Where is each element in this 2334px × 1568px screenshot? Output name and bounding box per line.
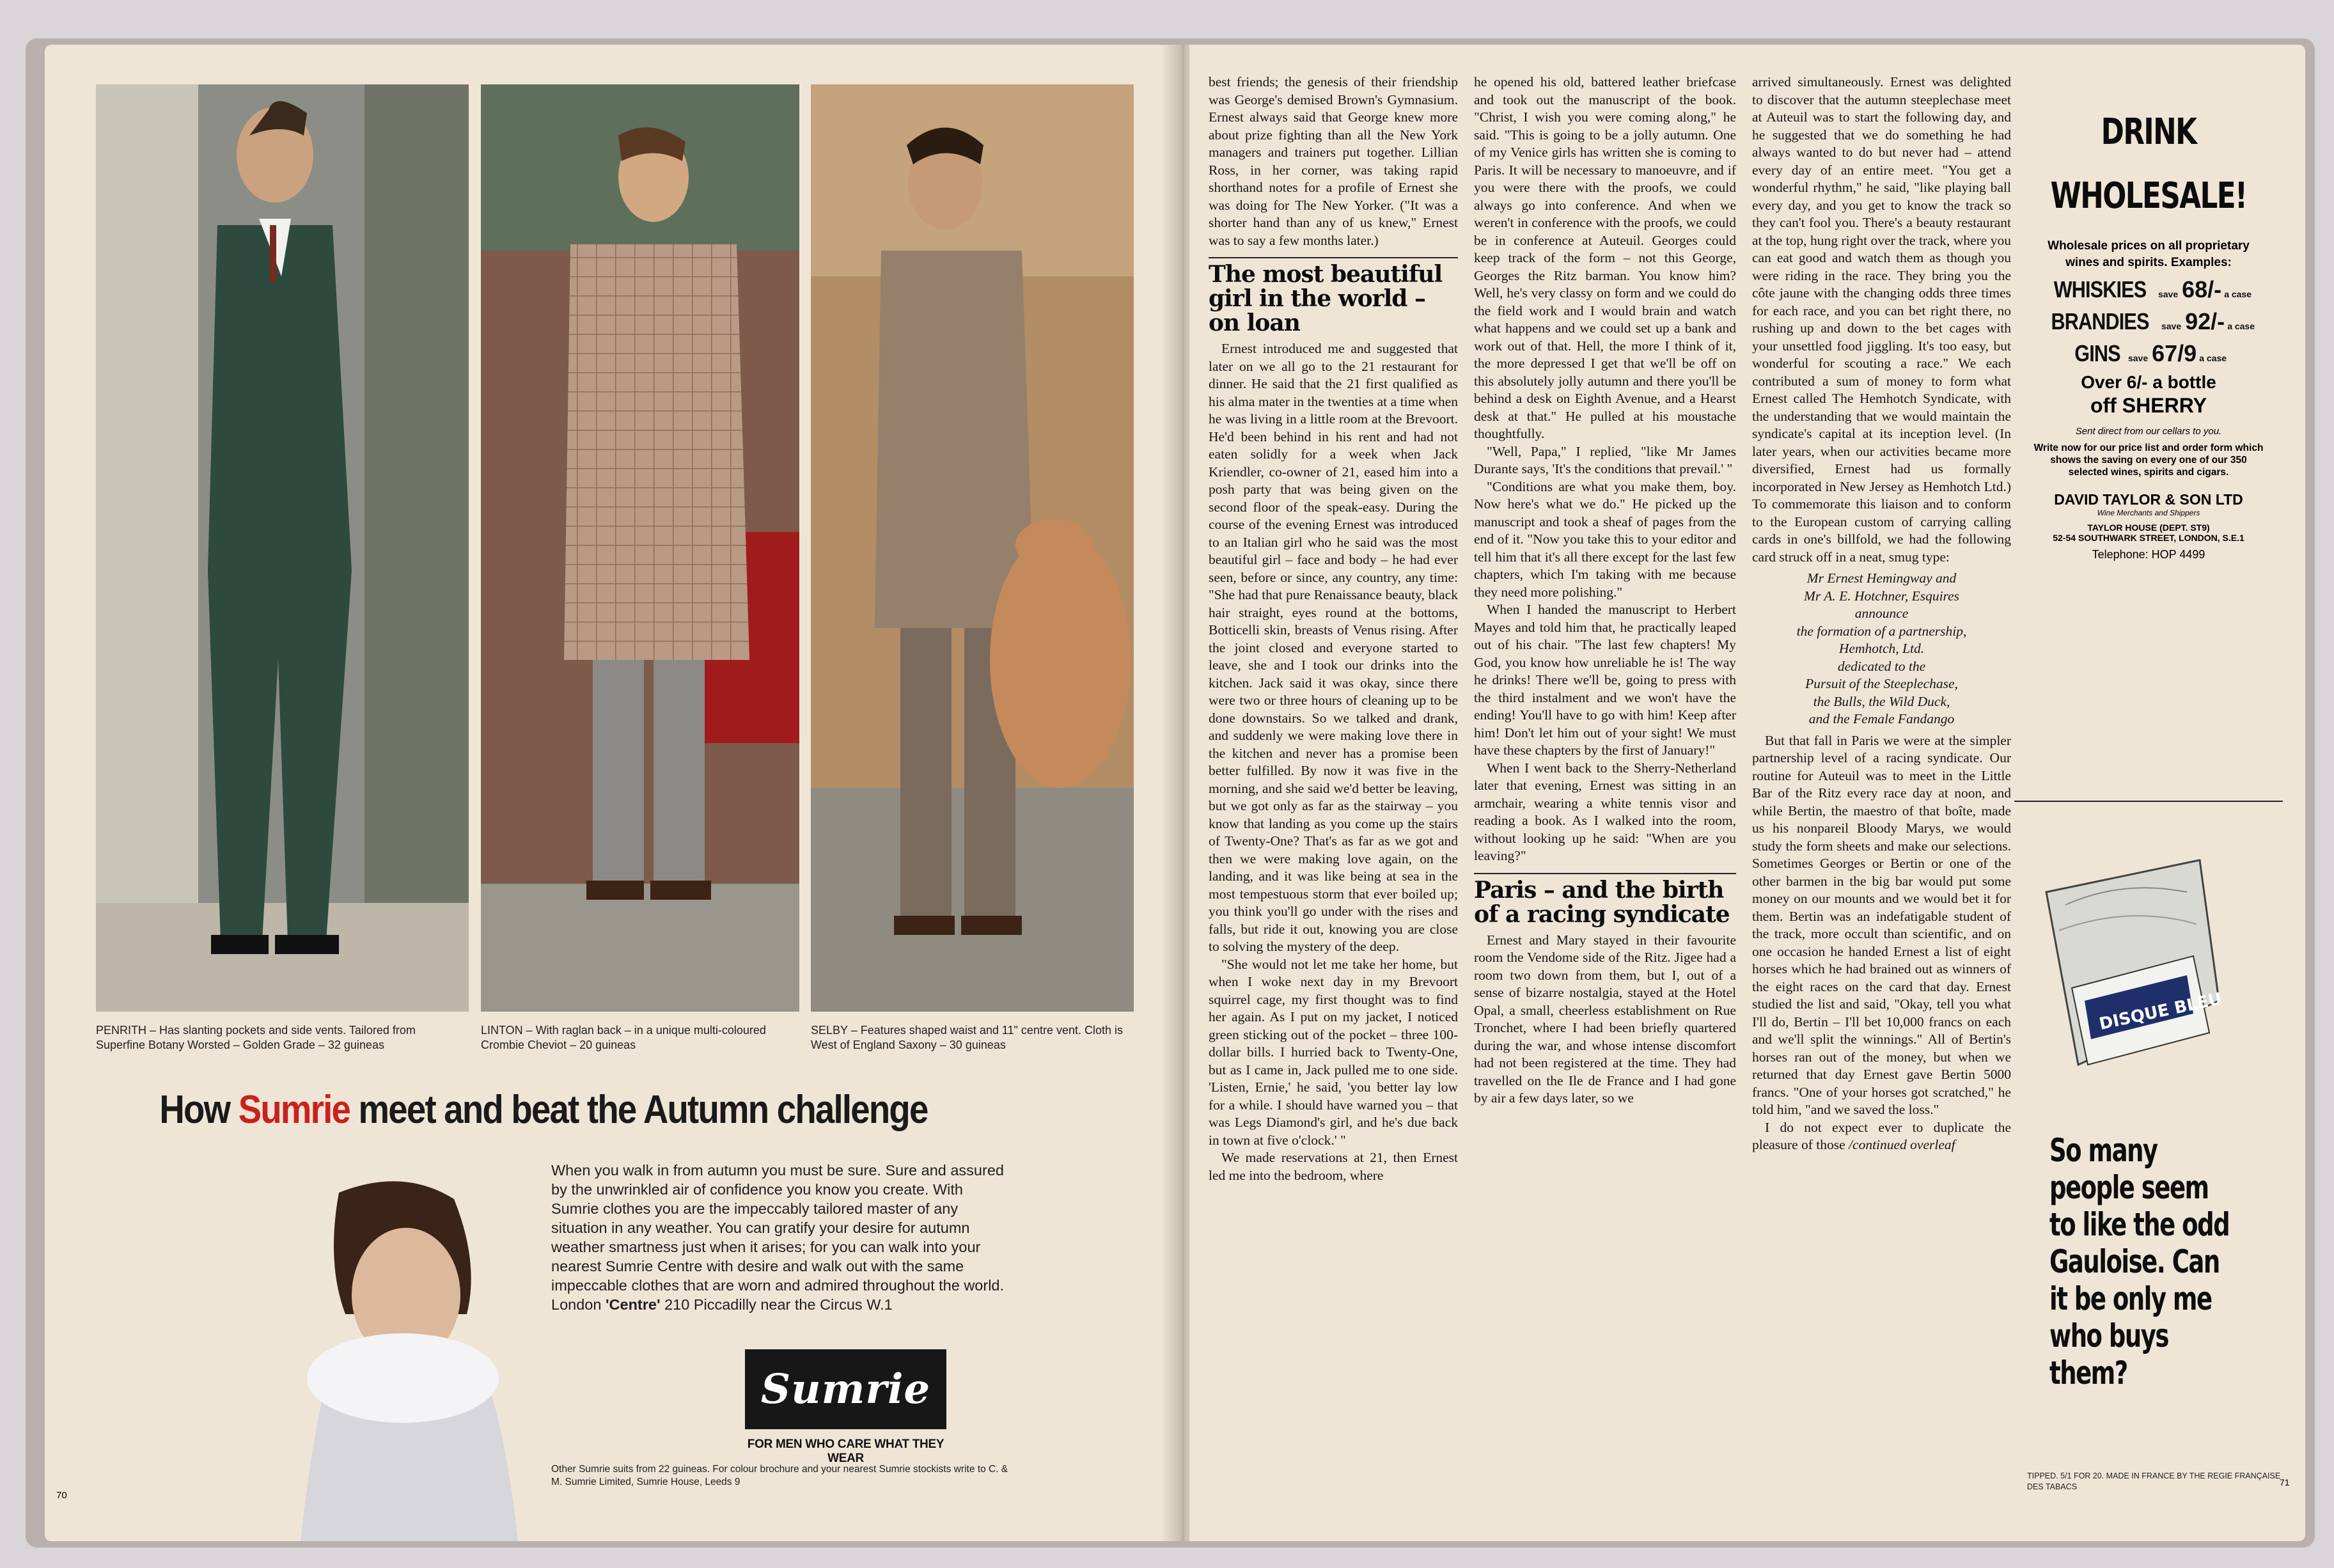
article-paragraph: Ernest introduced me and suggested that later on we all go to the 21 restaurant for dinner. He said that the 21 first qualified as his alma mater in the twenties at a time when he was living in a little room at the Brevoort. He'd been behind in his rent and had not eaten solidly for a week when Jack Kriendler, co-owner of 21, eased him into a posh party that was being given on the second floor of the speak-easy. During the course of the evening Ernest was introduced to an Italian girl who he said was the most beautiful girl – face and body – he had ever seen, before or since, any country, any time: "She had that pure Renaissance beauty, black hair straight, eyes round at the bottoms, Botticelli skin, breasts of Venus rising. After the joint closed and everyone started to leave, she and I took our drinks into the kitchen. Jack said it was okay, since there were two or three hours of cleaning up to be done downstairs. So we talked and drank, and suddenly we were making love there in the kitchen and never has a promise been better fulfilled. By now it was five in the morning, and she said we'd better be leaving, but we got only as far as the stairway – you know that landing as you come up the stairs of Twenty-One? That's as far as we got and then we were making love again, on the landing, and it was like being at sea in the most tempestuous storm that ever boiled up; you think you'll go under with the rises and falls, but ride it out, knowing you are close to solving the mystery of the deep. — [1209, 341, 1458, 954]
hemhotch-announcement-card — [1752, 570, 2011, 728]
article-paragraph: arrived simultaneously. Ernest was delighted to discover that the autumn steeplechase meet at Auteuil was to start the following day, and he suggested that we do something he had always wanted to do but never had – attend every day of an entire meet. "You get a wonderful rhythm," he said, "like playing ball every day, and you get to know the track so they can't fool you. There's a beauty restaurant at the top, hung right over the track, where you can eat good and watch them as though you were riding in the race. They bring you the côte jaune with the changing odds three times for each race, and you can bet right there, no rushing up and down to the bet cages with your unsettled food jiggling. It's too easy, but wonderful for scouting a race." We each contributed a sum of money to form what Ernest called The Hemhotch Syndicate, with the understanding that we would maintain the syndicate's capital at its inception level. (In later years, when our activities became more diversified, Ernest had us formally incorporated in New Jersey as Hemhotch Ltd.) To commemorate this liaison and to conform to the European custom of carrying calling cards in one's billfold, we had the following card struck off in a neat, smug type: — [1752, 74, 2011, 565]
announcement-line: and the Female Fandango — [1808, 711, 1955, 726]
headline-prefix: How — [159, 1088, 239, 1132]
penrith-caption: PENRITH – Has slanting pockets and side vents. Tailored from Superfine Botany Worsted – Golden Grade – 32 guineas — [96, 1024, 416, 1051]
article-column-2 — [1474, 74, 1736, 1108]
gauloise-tipped-note: TIPPED. 5/1 FOR 20. MADE IN FRANCE BY THE REGIE FRANÇAISE DES TABACS — [2027, 1471, 2281, 1491]
sherry-line-2: off SHERRY — [2090, 394, 2207, 417]
sumrie-logo: Sumrie — [745, 1349, 946, 1429]
drink-wholesale-ad — [2014, 84, 2283, 802]
article-paragraph: "Conditions are what you make them, boy. Now here's what we do." He picked up the manuscript and took a sheaf of pages from the end of it. "Now you take this to your editor and tell him that it's all there except for the last few chapters, which I'm taking with me because they need more polishing." — [1474, 478, 1736, 600]
price-save-label: save — [2158, 289, 2179, 299]
price-product: BRANDIES — [2051, 308, 2149, 334]
continued-overleaf: /continued overleaf — [1849, 1137, 1955, 1152]
article-column-1 — [1209, 74, 1458, 1184]
article-paragraph: When I handed the manuscript to Herbert Mayes and told him that, he practically leaped out of his chair. "The last few chapters! My God, you know how unreliable he is! The way he drinks! There we'll be, going to press with the third instalment and we won't have the ending! You'll have to go with him! Keep after him! Don't let him out of your sight! We must have these chapters by the first of January!" — [1474, 602, 1736, 758]
wholesale-title-wholesale: WHOLESALE! — [2050, 175, 2247, 217]
sherry-line-1: Over 6/- a bottle — [2081, 372, 2216, 392]
sumrie-ad-headline — [150, 1087, 937, 1133]
article-paragraph — [1752, 1119, 2011, 1154]
article-column-3 — [1752, 74, 2011, 1154]
firm-name: DAVID TAYLOR & SON LTD — [2054, 491, 2243, 508]
announcement-line: Mr A. E. Hotchner, Esquires — [1803, 588, 1960, 604]
article-paragraph: But that fall in Paris we were at the simpler partnership level of a racing syndicate. Our routine for Auteuil was to meet in the Little Bar of the Ritz every race day at noon, and while Bertin, the maestro of that boîte, made us his nonpareil Bloody Marys, we would study the form sheets and make our selections. Sometimes Georges or Bertin or one of the other barmen in the big bar would put some money on our mounts and we would bet it for them. Bertin was an indefatigable student of the track, more occult than scientific, and on one occasion he handed Ernest a list of eight horses which he had brained out as winners of the eight races on the card that day. Ernest studied the list and said, "Okay, tell you what I'll do, Bertin – I'll bet 10,000 francs on each and we'll split the winnings." All of Bertin's horses ran out of the money, but when we returned that day Ernest gave Bertin 5000 francs. "One of your horses got scratched," he told him, "and we saved the loss." — [1752, 732, 2011, 1117]
cellars-note: Sent direct from our cellars to you. — [2075, 426, 2222, 437]
price-save-label: save — [2161, 321, 2182, 331]
price-unit: a case — [2227, 321, 2255, 331]
announcement-line: Hemhotch, Ltd. — [1838, 641, 1925, 656]
page-number-left: 70 — [56, 1490, 67, 1501]
announcement-line: Pursuit of the Steeplechase, — [1805, 676, 1958, 691]
sumrie-ad-body — [551, 1161, 1008, 1314]
price-product: GINS — [2074, 340, 2120, 366]
article-paragraph: Ernest and Mary stayed in their favourite room the Vendome side of the Ritz. Jigee had a room two down from them, but I, out of a sense of bizarre nostalgia, stayed at the Hotel Opal, a small, cheerless establishment on Rue Tronchet, where I had been briefly quartered during the war, and whose intense discomfort had not been registered at the time. They had travelled on the Ile de France and I had gone by air a few days later, so we — [1474, 932, 1736, 1106]
article-paragraph: "She would not let me take her home, but when I woke next day in my Brevoort squirrel cage, my first thought was to find her again. As I put on my jacket, I noticed green sticking out of the pocket – three 100-dollar bills. I hurried back to Twenty-One, but as I came in, Jack pulled me to one side. 'Listen, Ernie,' he said, 'you better lay low for a while. I should have warned you – that was Legs Diamond's girl, and he's due back in town at five o'clock.' " — [1209, 956, 1458, 1148]
announcement-line: announce — [1854, 606, 1909, 621]
article-paragraph: We made reservations at 21, then Ernest led me into the bedroom, where — [1209, 1150, 1458, 1183]
pack-text: DISQUE BLEU — [2097, 989, 2224, 1034]
firm-phone: Telephone: HOP 4499 — [2092, 548, 2205, 561]
left-page — [45, 45, 1177, 1541]
ad-body-centre: 'Centre' — [605, 1296, 661, 1313]
sumrie-ad-footer: Other Sumrie suits from 22 guineas. For colour brochure and your nearest Sumrie stockists write to C. & M. Sumrie Limited, Sumrie House, Leeds 9 — [551, 1464, 1008, 1487]
right-page — [1189, 45, 2305, 1541]
linton-caption: LINTON – With raglan back – in a unique multi-coloured Crombie Cheviot – 20 guineas — [481, 1024, 766, 1051]
announcement-line: Mr Ernest Hemingway and — [1806, 570, 1957, 586]
headline-brand: Sumrie — [238, 1088, 350, 1132]
price-product: WHISKIES — [2053, 276, 2147, 302]
price-row-gins — [2014, 340, 2283, 367]
linton-coat-photo — [481, 84, 799, 1012]
article-paragraph: he opened his old, battered leather briefcase and took out the manuscript of the book. "Christ, I wish you were coming along," he said. "This is going to be a jolly autumn. One of my Venice girls has written she is coming to Paris. It will be necessary to manoeuvre, and if you were there with the proofs, we could always go into conference. And when we weren't in conference with the proofs, we could be in conference at Auteuil. Georges could keep track of the form – not this George, Georges the Ritz barman. You know him? Well, he's very classy on form and we could do the field work and I would brain and watch what happens and we could set up a bank and work out of that. Hell, the more I think of it, the more depressed I get that we'll be off on this absolutely jolly autumn and there you'll be behind a desk on Eighth Avenue, and a Hearst desk at that." He pulled at his moustache thoughtfully. — [1474, 74, 1736, 441]
subhead-most-beautiful-girl: The most beautiful girl in the world – on loan — [1209, 257, 1458, 335]
article-paragraph: "Well, Papa," I replied, "like Mr James Durante says, 'It's the conditions that prevail.' " — [1474, 443, 1736, 476]
price-amount: 92/- — [2185, 308, 2225, 334]
firm-house: TAYLOR HOUSE (DEPT. ST9) — [2087, 522, 2210, 533]
announcement-line: the formation of a partnership, — [1796, 623, 1967, 639]
price-unit: a case — [2199, 353, 2227, 363]
article-final-text: I do not expect ever to duplicate the pleasure of those — [1752, 1119, 2011, 1152]
price-save-label: save — [2127, 353, 2149, 363]
ad-body-end: 210 Piccadilly near the Circus W.1 — [660, 1296, 893, 1313]
price-amount: 67/9 — [2152, 340, 2197, 366]
sherry-offer — [2014, 371, 2283, 417]
woman-in-fur-photo — [275, 1167, 550, 1541]
announcement-line: the Bulls, the Wild Duck, — [1813, 693, 1950, 709]
page-number-right: 71 — [2280, 1477, 2290, 1487]
headline-suffix: meet and beat the Autumn challenge — [350, 1088, 928, 1132]
wholesale-title-drink: DRINK — [2101, 111, 2197, 153]
ad-body-text: When you walk in from autumn you must be sure. Sure and assured by the unwrinkled air of confidence you know you create. With Sumrie clothes you are the impeccably tailored master of any situation in any weather. You can gratify your desire for autumn weather smartness just when it arises; for you can walk into your nearest Sumrie Centre with desire and walk out with the same impeccable clothes that are worn and admired throughout the world. London — [551, 1162, 1005, 1313]
subhead-racing-syndicate: Paris – and the birth of a racing syndicate — [1474, 873, 1736, 927]
gauloise-pack-illustration — [2027, 854, 2232, 1109]
firm-address: 52-54 SOUTHWARK STREET, LONDON, S.E.1 — [2053, 533, 2244, 543]
firm-subtitle: Wine Merchants and Shippers — [2097, 508, 2200, 517]
price-row-whiskies — [2014, 276, 2283, 303]
selby-jacket-photo — [811, 84, 1134, 1012]
article-paragraph: best friends; the genesis of their friendship was George's demised Brown's Gymnasium. Ernest always said that George knew more about prize fighting than all the New York managers and trainers put together. Lillian Ross, in her corner, was taking rapid shorthand notes for a profile of Ernest she was doing for The New Yorker. ("It was a shorter hand than any of us knew," Ernest was to say a few months later.) — [1209, 74, 1458, 248]
price-row-brandies — [2014, 308, 2283, 335]
gauloise-headline: So many people seem to like the odd Gauloise. Can it be only me who buys them? — [2049, 1132, 2230, 1392]
penrith-suit-photo — [96, 84, 469, 1012]
selby-caption: SELBY – Features shaped waist and 11" centre vent. Cloth is West of England Saxony – 30 guineas — [811, 1024, 1124, 1051]
wholesale-intro: Wholesale prices on all proprietary wines and spirits. Examples: — [2048, 239, 2250, 269]
sumrie-tagline: FOR MEN WHO CARE WHAT THEY WEAR — [747, 1438, 944, 1465]
article-paragraph: When I went back to the Sherry-Netherland later that evening, Ernest was sitting in an armchair, wearing a white tennis visor and reading a book. As I walked into the room, without looking up he said: "When are you leaving?" — [1474, 760, 1736, 863]
announcement-line: dedicated to the — [1837, 658, 1926, 674]
price-amount: 68/- — [2182, 276, 2222, 302]
price-unit: a case — [2224, 289, 2252, 299]
write-note: Write now for our price list and order form which shows the saving on every one of our 350 selected wines, spirits and cigars. — [2033, 443, 2264, 478]
